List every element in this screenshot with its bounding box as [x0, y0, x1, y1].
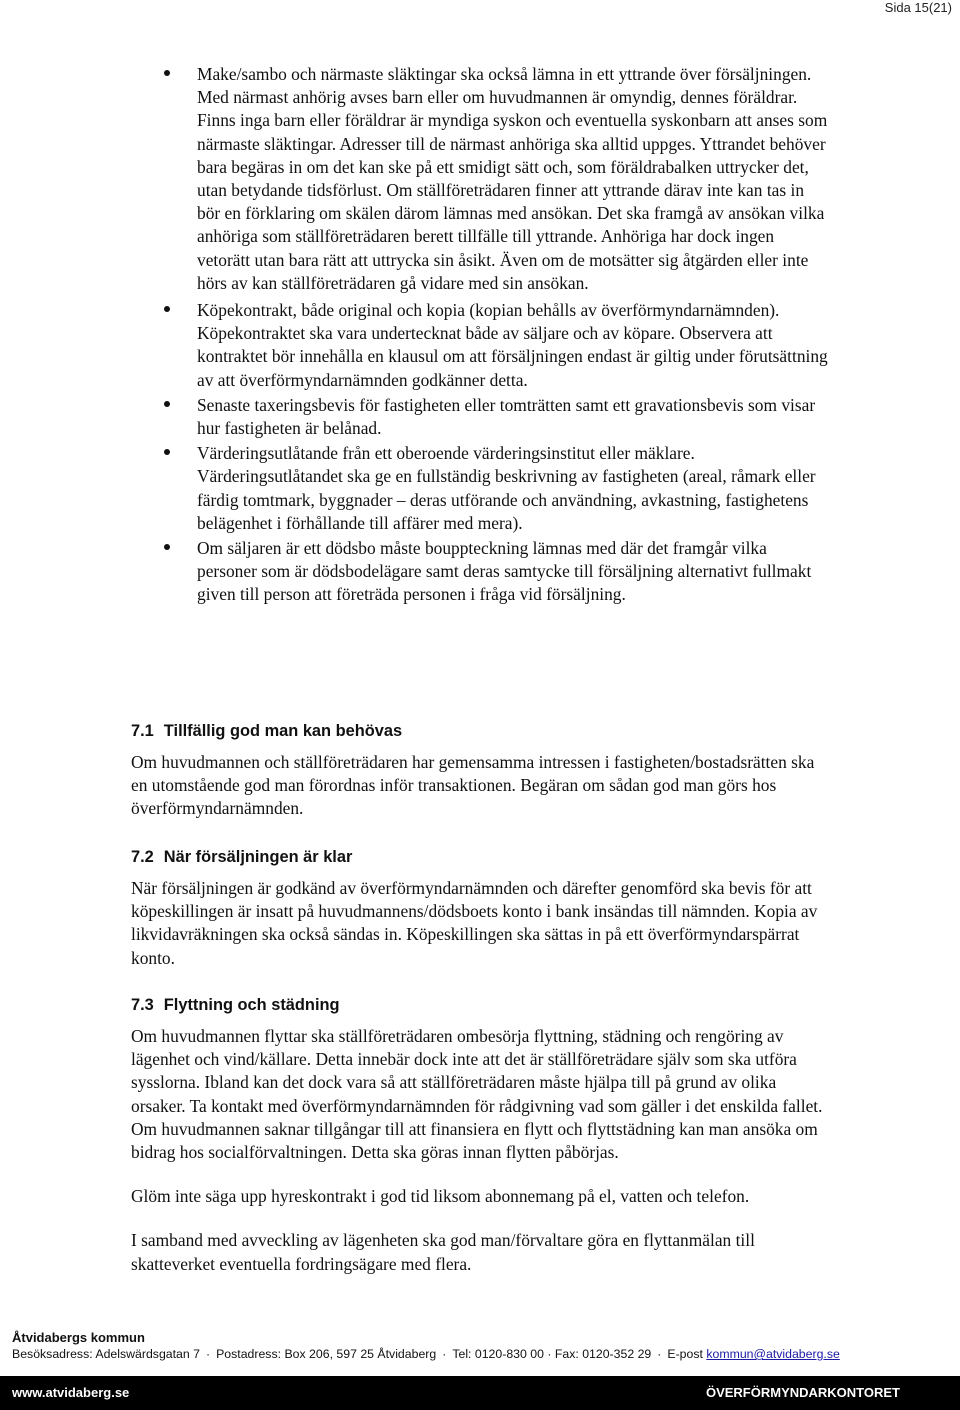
section-7-1 [131, 721, 831, 821]
section-heading [131, 847, 831, 867]
separator: · [442, 1347, 447, 1361]
bullet-icon [164, 306, 170, 312]
list-item [160, 299, 830, 392]
department-name: ÖVERFÖRMYNDARKONTORET [705, 1385, 900, 1400]
section-title: Flyttning och städning [163, 996, 340, 1014]
phone-fax: Tel: 0120-830 00 · Fax: 0120-352 29 [452, 1347, 652, 1361]
section-number: 7.2 [131, 848, 154, 866]
section-paragraph: Om huvudmannen och ställföreträdaren har gemensamma intressen i fastigheten/bostadsrätten ska en utomstående god man förordnas inför transaktionen. Begäran om sådan god man görs hos överförmyndarnämnden. [131, 752, 815, 819]
section-7-3 [131, 995, 831, 1276]
list-item-text: Om säljaren är ett dödsbo måste bouppteckning lämnas med där det framgår vilka personer som är dödsbodelägare samt deras samtycke till försäljning alternativt fullmakt given till person att företräda personen i fråga vid försäljning. [197, 538, 812, 605]
list-item-text: Värderingsutlåtande från ett oberoende värderingsinstitut eller mäklare. Värderingsutlåtandet ska ge en fullständig beskrivning av fastigheten (areal, råmark eller färdig tomtmark, byggnader – deras utförande och användning, avkastning, fastighetens belägenhet i förhållande till affärer med mera). [197, 443, 816, 533]
email-label: E-post [667, 1347, 703, 1361]
website-link[interactable]: www.atvidaberg.se [12, 1385, 130, 1400]
section-paragraph: När försäljningen är godkänd av överförmyndarnämnden och därefter genomförd ska bevis för att köpeskillingen är insatt på huvudmannens/dödsboets konto i bank insändas till nämnden. Kopia av likvidavräkningen ska också sändas in. Köpeskillingen ska sättas in på ett överförmyndarspärrat konto. [131, 878, 818, 968]
section-7-2 [131, 847, 831, 970]
separator: · [657, 1347, 662, 1361]
footer-contact [12, 1347, 840, 1361]
page-number: Sida 15(21) [884, 0, 952, 15]
list-item [160, 537, 830, 607]
separator: · [205, 1347, 211, 1361]
bullet-icon [164, 449, 170, 455]
section-heading [131, 995, 831, 1015]
bullet-icon [164, 544, 170, 550]
section-paragraph: I samband med avveckling av lägenheten ska god man/förvaltare göra en flyttanmälan till skatteverket eventuella fordringsägare med flera. [131, 1230, 755, 1274]
bullet-icon [164, 70, 170, 76]
list-item [160, 63, 830, 295]
section-heading [131, 721, 831, 741]
section-title: När försäljningen är klar [163, 848, 353, 866]
list-item [160, 394, 830, 440]
footer-bar [0, 1376, 960, 1410]
list-item [160, 442, 830, 535]
list-item-text: Senaste taxeringsbevis för fastigheten eller tomträtten samt ett gravationsbevis som visar hur fastigheten är belånad. [197, 394, 816, 439]
visit-address: Besöksadress: Adelswärdsgatan 7 [12, 1347, 200, 1361]
footer-org-name: Åtvidabergs kommun [12, 1330, 145, 1345]
section-paragraph: Om huvudmannen flyttar ska ställföreträdaren ombesörja flyttning, städning och rengöring av lägenhet och vind/källare. Detta innebär dock inte att det är ställföreträdare själv som ska utföra sysslorna. Ibland kan det dock vara så att ställföreträdaren måste hjälpa till på grund av olika orsaker. Ta kontakt med överförmyndarnämnden för rådgivning vad som gäller i det enskilda fallet. Om huvudmannen saknar tillgångar till att finansiera en flytt och flyttstädning kan man ansöka om bidrag hos socialförvaltningen. Detta ska göras innan flytten påbörjas. [131, 1026, 823, 1163]
email-link[interactable]: kommun@atvidaberg.se [706, 1347, 840, 1361]
requirements-list [160, 63, 830, 607]
postal-address: Postadress: Box 206, 597 25 Åtvidaberg [216, 1347, 437, 1361]
list-item-text: Make/sambo och närmaste släktingar ska också lämna in ett yttrande över försäljningen. Med närmast anhörig avses barn eller om huvudmannen är omyndig, dennes föräldrar. Finns inga barn eller föräldrar är myndiga syskon och eventuella syskonbarn att anses som närmaste släktingar. Adresser till de närmast anhöriga ska alltid uppges. Yttrandet behöver bara begäras in om det kan ske på ett smidigt sätt och, som föräldrabalken uttrycker det, utan betydande tidsförlust. Om ställföreträdaren finner att yttrande därav inte kan tas in bör en förklaring om skälen därom lämnas med ansökan. Det ska framgå av ansökan vilka anhöriga som ställföreträdaren berett tillfälle till yttrande. Anhöriga har dock ingen vetorätt utan bara rätt att uttrycka sin åsikt. Även om de motsätter sig åtgärden eller inte hörs av kan ställföreträdaren gå vidare med sin ansökan. [197, 64, 828, 293]
section-title: Tillfällig god man kan behövas [163, 722, 403, 740]
list-item-text: Köpekontrakt, både original och kopia (kopian behålls av överförmyndarnämnden). Köpekontraktet ska vara undertecknat både av säljare och av köpare. Observera att kontraktet bör innehålla en klausul om att försäljningen endast är giltig under förutsättning av att överförmyndarnämnden godkänner detta. [197, 300, 828, 390]
section-number: 7.1 [131, 722, 154, 740]
section-paragraph: Glöm inte säga upp hyreskontrakt i god tid liksom abonnemang på el, vatten och telefon. [131, 1186, 750, 1207]
bullet-icon [164, 401, 170, 407]
section-number: 7.3 [131, 996, 154, 1014]
